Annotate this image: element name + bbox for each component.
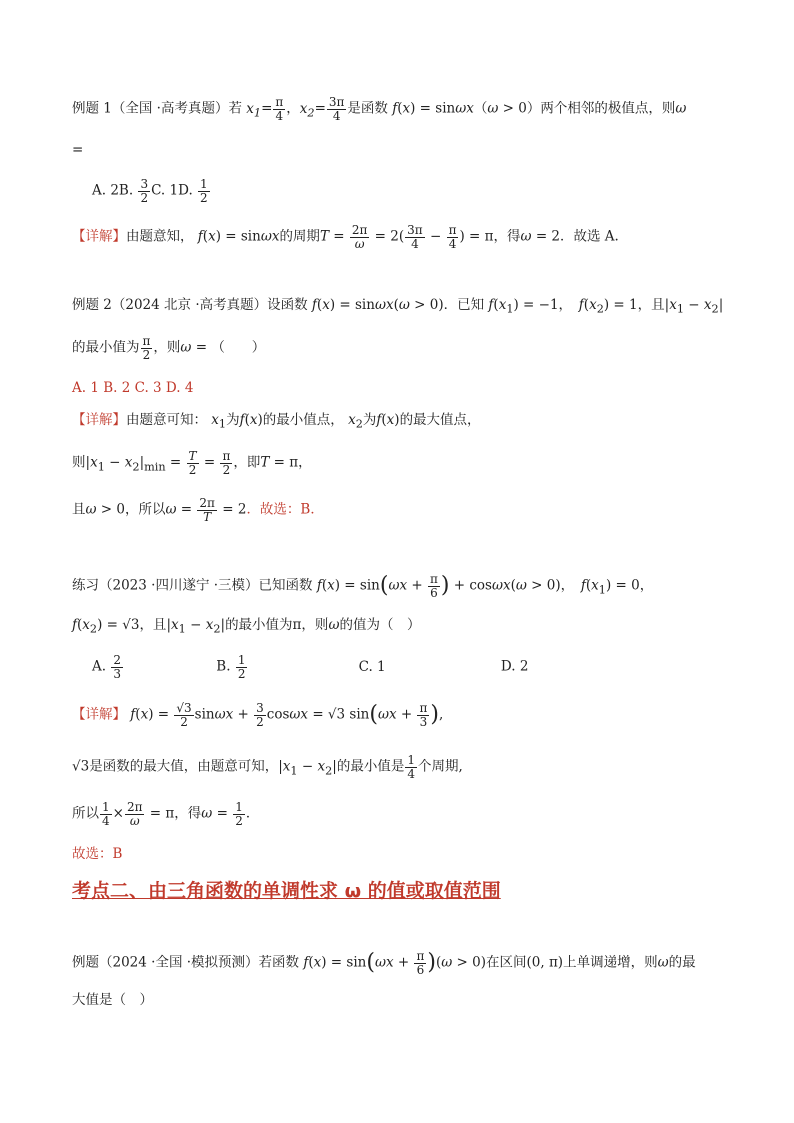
- ex1-question-line2: =: [72, 142, 84, 158]
- practice-question-line1: 练习（2023 ·四川遂宁 ·三模）已知函数 f(x) = sin(ωx + $\frac{\pi}{6}$ ) + cosωx(ω > 0)， $f(x_1) = 0$，: [72, 572, 654, 600]
- practice-choices: A. $\frac{2}{3}$ B. $\frac{1}{2}$ C. 1 D. 2: [92, 653, 529, 681]
- ex2-detail-line3: 且ω > 0，所以ω = $\frac{2\pi}{T}$ = 2．故选：B．: [72, 496, 324, 524]
- ex2-question-line1: 例题 2（2024 北京 ·高考真题）设函数 f(x) = sinωx(ω > 0)．已知 $f(x_1) = -1$， $f(x_2) = 1$，且$|x_1 - x_2|$: [72, 297, 724, 316]
- ex2-detail-line1: 【详解】由题意可知： $x_1$为f(x)的最小值点， $x_2$为f(x)的最大值点，: [72, 412, 481, 431]
- practice-detail-line1: 【详解】 f(x) = $\frac{√3}{2}$ sinωx + $\frac{3}{2}$ cosωx = √3 sin(ωx + $\frac{\pi}{3}$ ),: [72, 701, 444, 729]
- ex2-detail-line2: 则$|x_1 - x_2|_{min}$ = $\frac{T}{2}$ = $\frac{\pi}{2}$ ，即T = π，: [72, 449, 312, 477]
- ex2-question-line2: 的最小值为 $\frac{\pi}{2}$ ，则ω = （ ）: [72, 334, 266, 362]
- practice-answer: 故选：B: [72, 846, 123, 862]
- ex2-choices: A. 1 B. 2 C. 3 D. 4: [72, 380, 194, 396]
- ex1-choices: A. 2B. $\frac{3}{2}$ C. 1D. $\frac{1}{2}$: [92, 177, 208, 205]
- practice-detail-line3: 所以 $\frac{1}{4}$ × $\frac{2\pi}{\omega}$ = π，得ω = $\frac{1}{2}$ ．: [72, 800, 260, 828]
- ex1-detail: 【详解】由题意知， f(x) = sinωx的周期T = $\frac{2\pi}{\omega}$ = 2( $\frac{3\pi}{4}$ − $\frac{\pi}{4}$ ) = π，得ω = 2．故选 A.: [72, 223, 619, 251]
- ex1-question-line1: 例题 1（全国 ·高考真题）若 $x_1=$ $\frac{\pi}{4}$ ，$x_2=$ $\frac{3\pi}{4}$ 是函数 f(x) = sinωx（ω > 0）两个相邻的极值点，则ω: [72, 95, 687, 123]
- section-heading: 考点二、由三角函数的单调性求 ω 的值或取值范围: [72, 880, 501, 902]
- ex3-question-line1: 例题（2024 ·全国 ·模拟预测）若函数 f(x) = sin(ωx + $\frac{\pi}{6}$ )(ω > 0)在区间(0, π)上单调递增，则ω的最: [72, 949, 696, 977]
- practice-detail-line2: √3是函数的最大值，由题意可知，$|x_1 - x_2|$的最小值是 $\frac{1}{4}$ 个周期,: [72, 753, 463, 781]
- practice-question-line2: $f(x_2) = √3$，且$|x_1 - x_2|$的最小值为π，则ω的值为（ ）: [72, 617, 421, 636]
- ex3-question-line2: 大值是（ ）: [72, 992, 153, 1008]
